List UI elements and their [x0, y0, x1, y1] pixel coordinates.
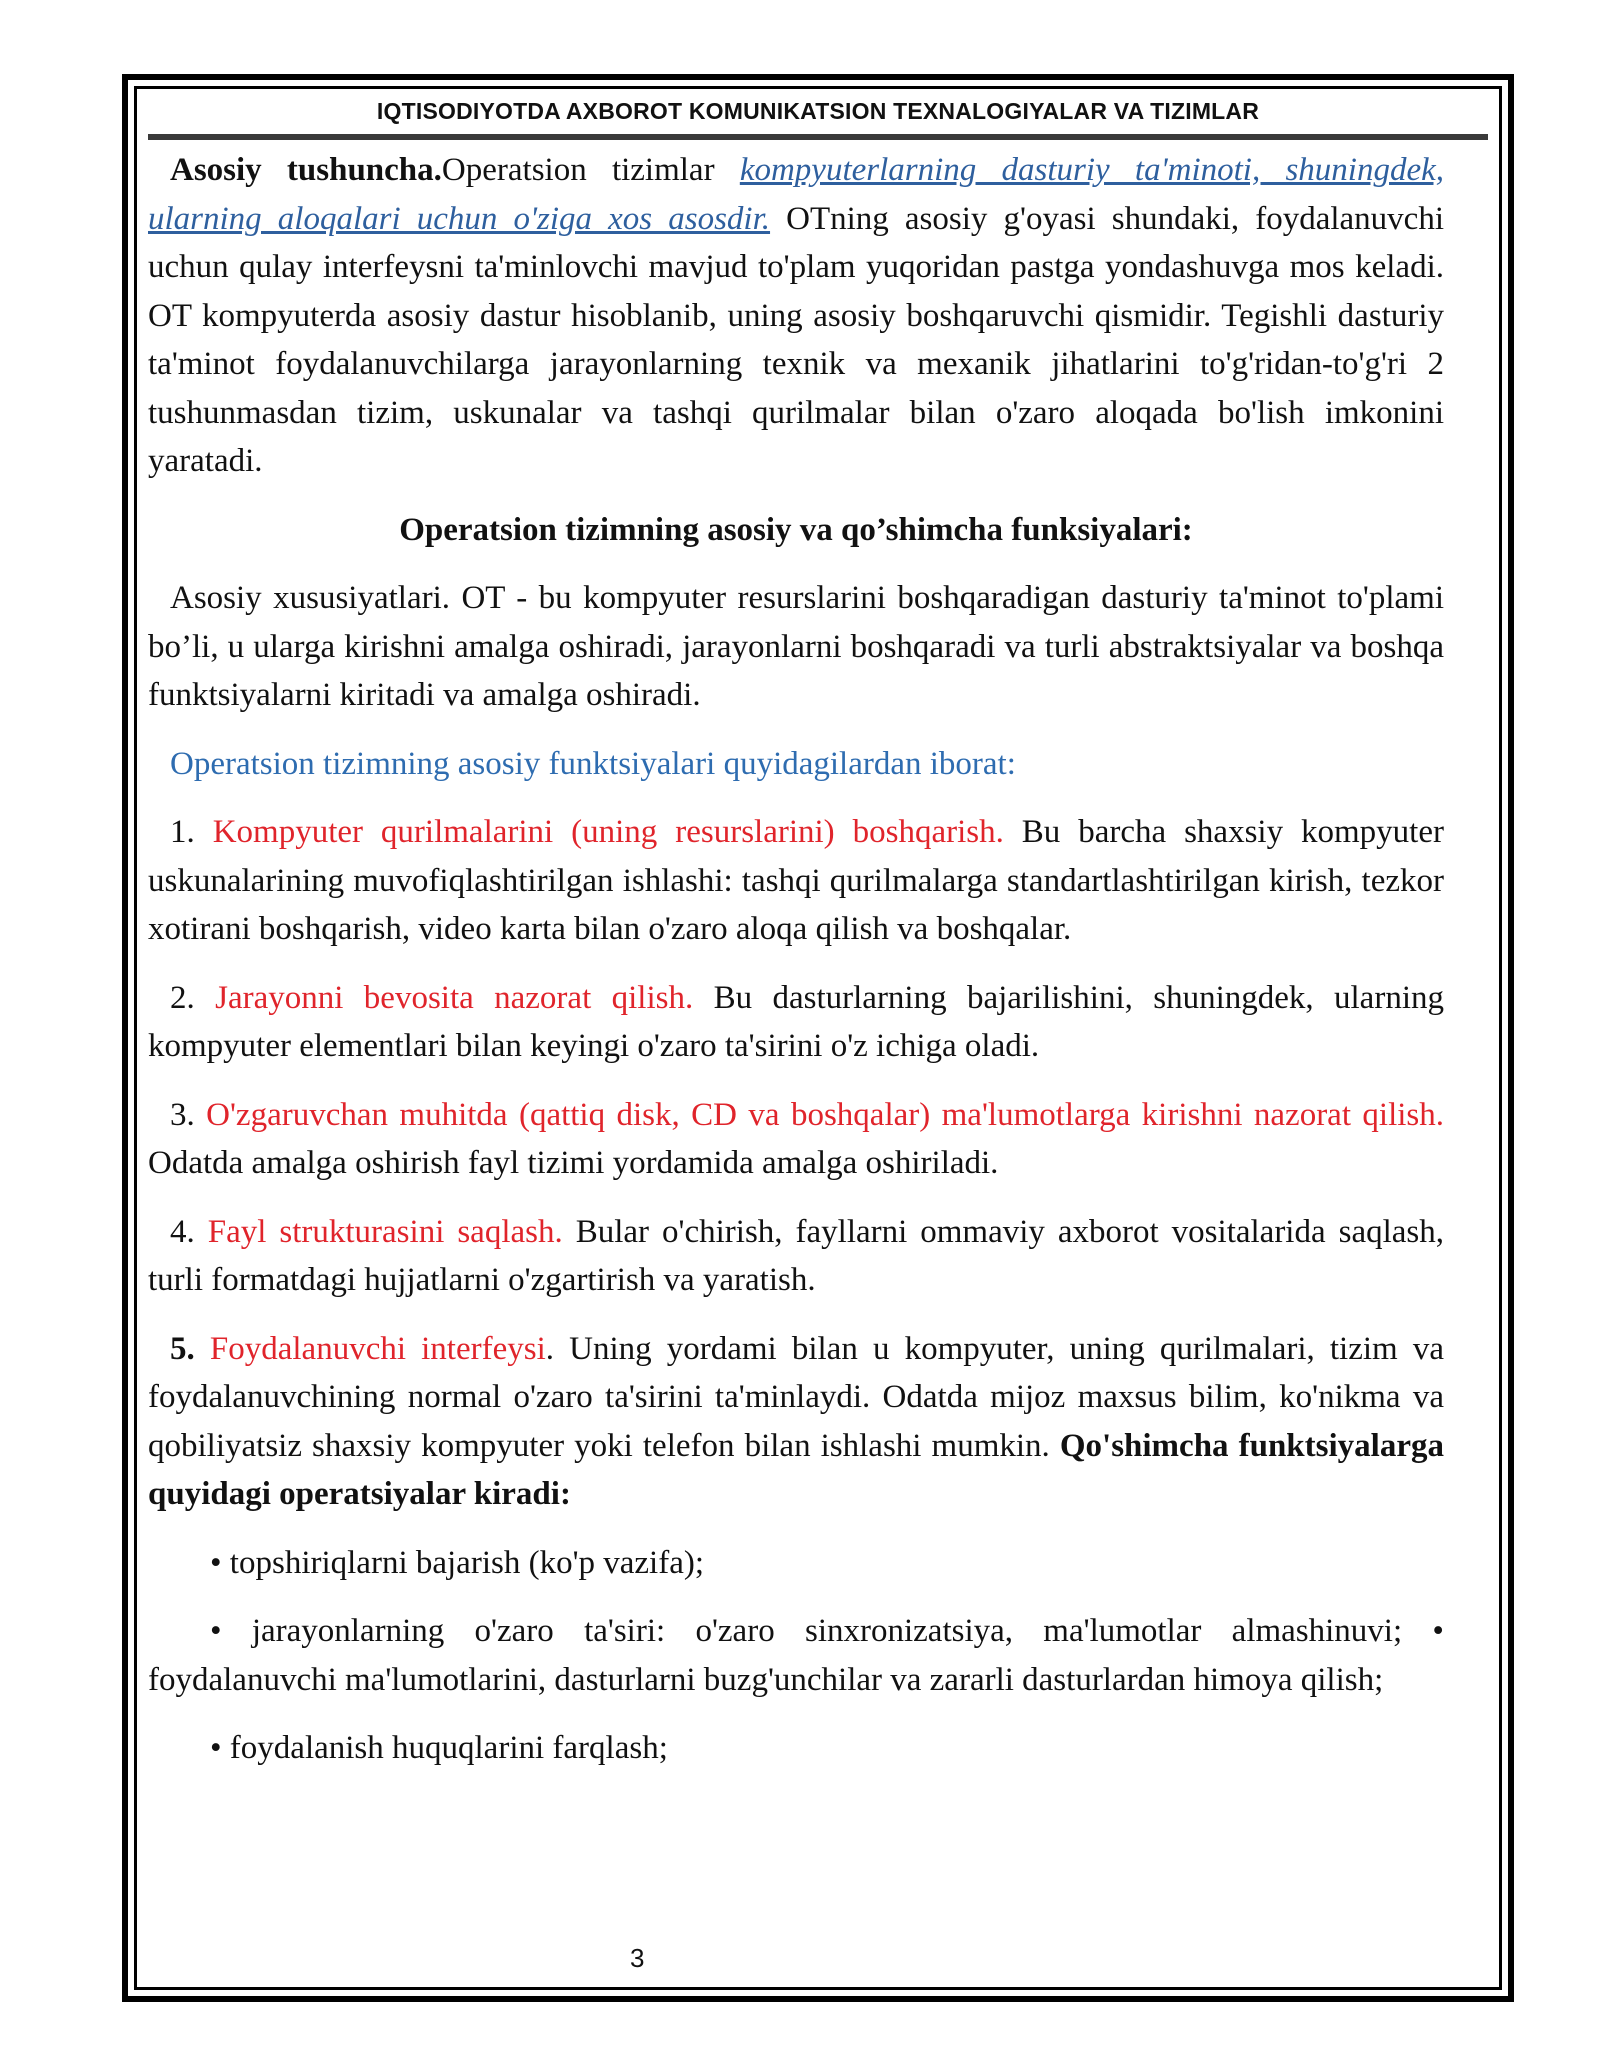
- item-number: 2.: [170, 979, 195, 1016]
- page-number: 3: [630, 1943, 645, 1973]
- item-highlight: Fayl strukturasini saqlash.: [207, 1213, 563, 1250]
- item-number: 5.: [170, 1330, 195, 1367]
- item-text: Bu barcha shaxsiy kompyuter uskunalarining muvofiqlashtirilgan ishlashi: tashqi qurilmalarga standartlashtirilgan kirish, tezkor xotirani boshqarish, video karta bilan o'zaro aloqa qilish va boshqalar.: [148, 814, 1444, 947]
- item-highlight: Kompyuter qurilmalarini (uning resurslarini) boshqarish.: [212, 814, 1004, 850]
- function-item-3: [148, 1091, 1444, 1188]
- function-item-5: [148, 1325, 1444, 1519]
- item-highlight: Foydalanuvchi interfeysi: [209, 1330, 546, 1367]
- functions-heading: Operatsion tizimning asosiy funktsiyalari quyidagilardan iborat:: [170, 745, 1016, 782]
- function-item-4: [148, 1208, 1444, 1305]
- document-body: [148, 146, 1444, 1793]
- intro-text-after-link: OTning asosiy g'oyasi shundaki, foydalanuvchi uchun qulay interfeysni ta'minlovchi mavjud to'plam yuqoridan pastga yondashuvga mos keladi. OT kompyuterda asosiy dastur hisoblanib, uning asosiy boshqaruvchi qismidir. Tegishli dasturiy ta'minot foydalanuvchilarga jarayonlarning texnik va mexanik jihatlarini to'g'ridan-to'g'ri 2 tushunmasdan tizim, uskunalar va tashqi qurilmalar bilan o'zaro aloqada bo'lish imkonini yaratadi.: [148, 200, 1444, 479]
- function-item-2: [148, 974, 1444, 1071]
- intro-paragraph: [148, 146, 1444, 486]
- bullet-item-2: • jarayonlarning o'zaro ta'siri: o'zaro sinxronizatsiya, ma'lumotlar almashinuvi; • foydalanuvchi ma'lumotlarini, dasturlarni buzg'unchilar va zararli dasturlardan himoya qilish;: [148, 1613, 1444, 1698]
- header-divider: [148, 134, 1488, 140]
- function-item-1: [148, 808, 1444, 954]
- item-text: Bular o'chirish, fayllarni ommaviy axborot vositalarida saqlash, turli formatdagi hujjatlarni o'zgartirish va yaratish.: [148, 1213, 1445, 1298]
- intro-lead: Asosiy tushuncha.: [170, 152, 442, 188]
- item-highlight: Jarayonni bevosita nazorat qilish.: [215, 979, 694, 1016]
- intro-link[interactable]: kompyuterlarning dasturiy ta'minoti, shuningdek, ularning aloqalari uchun o'ziga xos asosdir.: [148, 152, 1445, 237]
- item-text: Odatda amalga oshirish fayl tizimi yordamida amalga oshiriladi.: [148, 1145, 999, 1181]
- item-number: 1.: [170, 814, 195, 850]
- additional-functions-heading: Qo'shimcha funktsiyalarga quyidagi operatsiyalar kiradi:: [148, 1427, 1444, 1512]
- bullet-item-3: • foydalanish huquqlarini farqlash;: [210, 1730, 668, 1766]
- item-text: Bu dasturlarning bajarilishini, shuningdek, ularning kompyuter elementlari bilan keyingi o'zaro ta'sirini o'z ichiga oladi.: [148, 979, 1444, 1064]
- bullet-item-1: • topshiriqlarni bajarish (ko'p vazifa);: [210, 1544, 705, 1581]
- running-header: IQTISODIYOTDA AXBOROT KOMUNIKATSION TEXNALOGIYALAR VA TIZIMLAR: [376, 98, 1260, 124]
- item-text: . Uning yordami bilan u kompyuter, uning qurilmalari, tizim va foydalanuvchining normal o'zaro ta'sirini ta'minlaydi. Odatda mijoz maxsus bilim, ko'nikma va qobiliyatsiz shaxsiy kompyuter yoki telefon bilan ishlashi mumkin.: [148, 1330, 1444, 1464]
- intro-text-before-link: Operatsion tizimlar: [441, 152, 740, 188]
- item-highlight: O'zgaruvchan muhitda (qattiq disk, CD va boshqalar) ma'lumotlarga kirishni nazorat qilish.: [206, 1096, 1444, 1133]
- item-number: 4.: [170, 1213, 195, 1250]
- item-number: 3.: [170, 1096, 195, 1133]
- section-heading: Operatsion tizimning asosiy va qo’shimcha funksiyalari:: [399, 511, 1193, 548]
- features-paragraph: Asosiy xususiyatlari. OT - bu kompyuter resurslarini boshqaradigan dasturiy ta'minot to'plami bo’li, u ularga kirishni amalga oshiradi, jarayonlarni boshqaradi va turli abstraktsiyalar va boshqa funktsiyalarni kiritadi va amalga oshiradi.: [148, 580, 1444, 713]
